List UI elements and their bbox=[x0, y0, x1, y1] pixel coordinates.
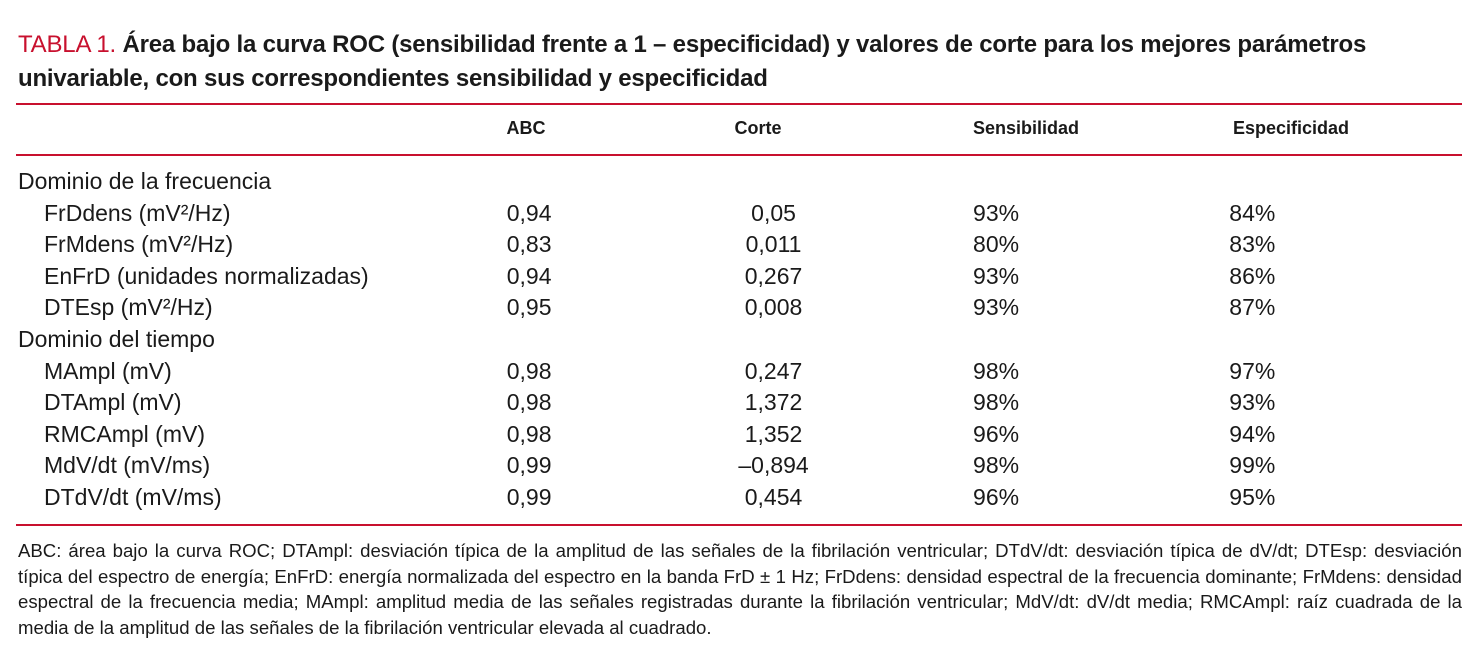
corte-cell: 0,267 bbox=[744, 262, 803, 289]
abc-cell: 0,98 bbox=[506, 389, 552, 416]
spec-cell: 97% bbox=[1229, 357, 1276, 384]
sens-cell: 93% bbox=[973, 294, 1020, 321]
corte-cell: 0,011 bbox=[745, 231, 802, 258]
spec-cell: 95% bbox=[1229, 483, 1276, 510]
param-cell: MdV/dt (mV/ms) bbox=[44, 452, 211, 479]
abc-cell: 0,98 bbox=[506, 420, 552, 447]
group-label: Dominio del tiempo bbox=[18, 325, 215, 352]
header-corte: Corte bbox=[734, 118, 782, 138]
table-row bbox=[18, 261, 1475, 293]
table-title: Área bajo la curva ROC (sensibilidad frente a 1 – especificidad) y valores de corte para los mejores parámetros univariable, con sus correspondientes sensibilidad y especificidad bbox=[18, 31, 1367, 92]
header-especificidad: Especificidad bbox=[1232, 118, 1350, 138]
corte-cell: 0,454 bbox=[744, 483, 803, 510]
param-cell: EnFrD (unidades normalizadas) bbox=[44, 262, 369, 289]
corte-cell: 0,05 bbox=[751, 199, 796, 226]
group-header-row bbox=[18, 166, 1475, 198]
sens-cell: 96% bbox=[973, 483, 1020, 510]
param-cell: DTdV/dt (mV/ms) bbox=[44, 483, 222, 510]
sens-cell: 93% bbox=[973, 199, 1020, 226]
spec-cell: 94% bbox=[1229, 420, 1276, 447]
top-rule bbox=[16, 103, 1462, 105]
table-number: TABLA 1. bbox=[18, 31, 117, 58]
table-row bbox=[18, 198, 1475, 230]
header-sensibilidad: Sensibilidad bbox=[972, 118, 1080, 138]
table-footnote: ABC: área bajo la curva ROC; DTAmpl: desviación típica de la amplitud de las señales de la fibrilación ventricular; DTdV/dt: desviación típica de dV/dt; DTEsp: desviación típica del espectro de energía; EnFrD: energía normalizada del espectro en la banda FrD ± 1 Hz; FrDdens: densidad espectral de la frecuencia dominante; FrMdens: densidad espectral de la frecuencia media; MAmpl: amplitud media de las señales registradas durante la fibrilación ventricular; MdV/dt: dV/dt media; RMCAmpl: raíz cuadrada de la media de la amplitud de las señales de la fibrilación ventricular elevada al cuadrado. bbox=[18, 540, 1462, 638]
table-row bbox=[18, 356, 1475, 388]
data-table bbox=[18, 166, 1475, 514]
abc-cell: 0,94 bbox=[506, 262, 552, 289]
spec-cell: 99% bbox=[1229, 452, 1276, 479]
spec-cell: 93% bbox=[1229, 389, 1276, 416]
group-header-row bbox=[18, 324, 1475, 356]
param-cell: DTEsp (mV²/Hz) bbox=[44, 294, 213, 321]
corte-cell: 1,372 bbox=[744, 389, 803, 416]
abc-cell: 0,83 bbox=[506, 231, 552, 258]
header-rule bbox=[16, 154, 1462, 156]
corte-cell: 1,352 bbox=[744, 420, 803, 447]
bottom-rule bbox=[16, 524, 1462, 526]
param-cell: FrDdens (mV²/Hz) bbox=[44, 199, 231, 226]
param-cell: RMCAmpl (mV) bbox=[44, 420, 205, 447]
spec-cell: 84% bbox=[1229, 199, 1276, 226]
corte-cell: 0,247 bbox=[744, 357, 803, 384]
abc-cell: 0,95 bbox=[506, 294, 552, 321]
group-label: Dominio de la frecuencia bbox=[18, 168, 272, 194]
table-row bbox=[18, 229, 1475, 261]
table-caption bbox=[18, 28, 1458, 96]
sens-cell: 96% bbox=[973, 420, 1020, 447]
param-cell: MAmpl (mV) bbox=[44, 357, 172, 384]
spec-cell: 86% bbox=[1229, 262, 1276, 289]
abc-cell: 0,94 bbox=[506, 199, 552, 226]
header-abc: ABC bbox=[506, 118, 546, 138]
param-cell: DTAmpl (mV) bbox=[44, 389, 182, 416]
corte-cell: 0,008 bbox=[744, 294, 803, 321]
table-row bbox=[18, 419, 1475, 451]
table-row bbox=[18, 482, 1475, 514]
param-cell: FrMdens (mV²/Hz) bbox=[44, 231, 234, 258]
abc-cell: 0,99 bbox=[506, 452, 552, 479]
abc-cell: 0,99 bbox=[506, 483, 552, 510]
sens-cell: 93% bbox=[973, 262, 1020, 289]
table-row bbox=[18, 450, 1475, 482]
sens-cell: 98% bbox=[973, 357, 1020, 384]
spec-cell: 87% bbox=[1229, 294, 1276, 321]
table-row bbox=[18, 387, 1475, 419]
sens-cell: 98% bbox=[973, 452, 1020, 479]
spec-cell: 83% bbox=[1229, 231, 1276, 258]
corte-cell: –0,894 bbox=[738, 452, 809, 479]
abc-cell: 0,98 bbox=[506, 357, 552, 384]
sens-cell: 98% bbox=[973, 389, 1020, 416]
sens-cell: 80% bbox=[973, 231, 1020, 258]
table-row bbox=[18, 292, 1475, 324]
